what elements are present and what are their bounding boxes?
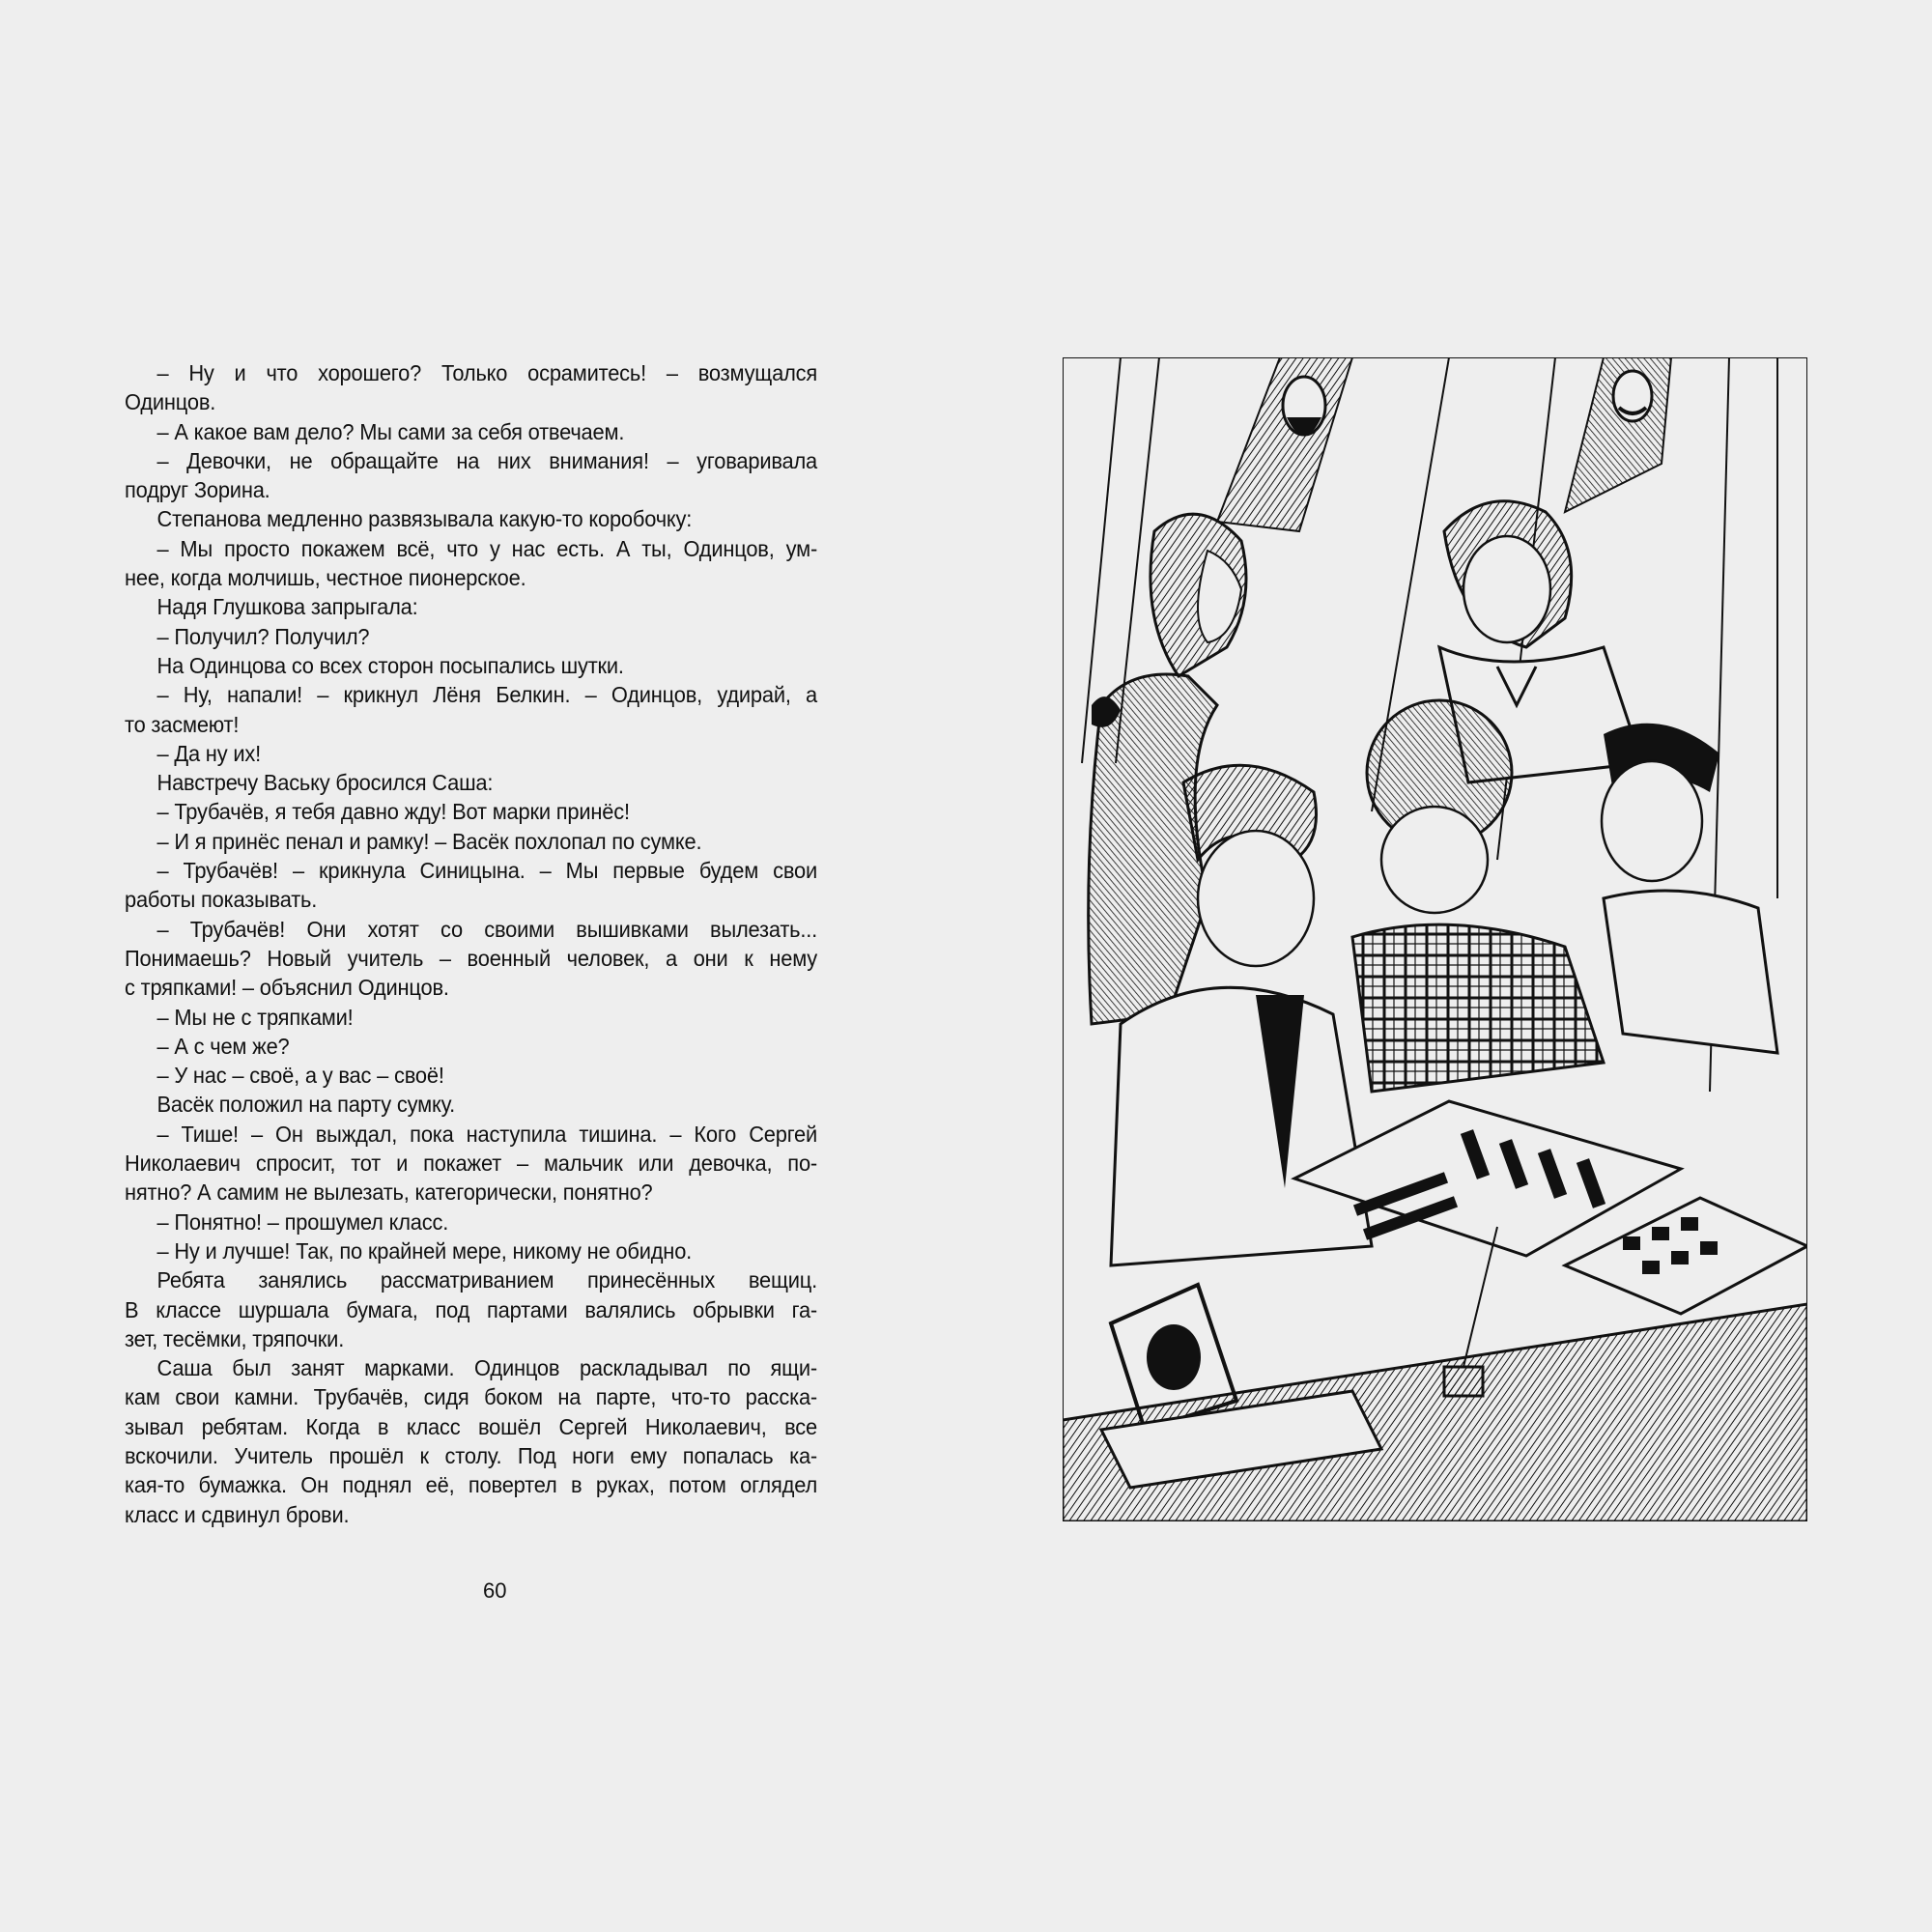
text-line: – Тише! – Он выждал, пока наступила тишина. – Кого Сергей <box>156 1121 818 1147</box>
text-line: – Получил? Получил? <box>156 623 370 649</box>
text-line: зет, тесёмки, тряпочки. <box>125 1325 345 1351</box>
text-line: Ребята занялись рассматриванием принесённых вещиц. <box>156 1267 818 1293</box>
text-line: – Понятно! – прошумел класс. <box>156 1208 449 1235</box>
text-line: Николаевич спросит, тот и покажет – мальчик или девочка, по- <box>125 1151 818 1177</box>
text-line: с тряпками! – объяснил Одинцов. <box>125 975 449 1001</box>
text-line: нее, когда молчишь, честное пионерское. <box>125 565 526 591</box>
book-page-text <box>125 358 817 1529</box>
text-line: Васёк положил на парту сумку. <box>156 1092 456 1118</box>
page-number: 60 <box>483 1578 507 1603</box>
text-line: – Девочки, не обращайте на них внимания! – уговаривала <box>156 447 818 473</box>
text-line: работы показывать. <box>125 887 318 913</box>
wall-portrait-left <box>1217 357 1352 531</box>
text-line: – А с чем же? <box>156 1033 290 1059</box>
text-line: Степанова медленно развязывала какую-то коробочку: <box>156 506 693 532</box>
text-line: кам свои камни. Трубачёв, сидя боком на парте, что-то расска- <box>125 1384 818 1410</box>
text-line: Навстречу Ваську бросился Саша: <box>156 770 494 796</box>
text-line: – Ну и лучше! Так, по крайней мере, никому не обидно. <box>156 1237 693 1264</box>
boy-right <box>1602 724 1777 1053</box>
text-line: то засмеют! <box>125 711 240 737</box>
text-line: кая-то бумажка. Он поднял её, повертел в руках, потом оглядел <box>125 1472 818 1498</box>
text-line: – Трубачёв! Они хотят со своими вышивками вылезать... <box>156 916 818 942</box>
text-line: – Трубачёв, я тебя давно жду! Вот марки принёс! <box>156 799 630 825</box>
text-line: – Мы не с тряпками! <box>156 1004 354 1030</box>
text-line: – У нас – своё, а у вас – своё! <box>156 1063 444 1089</box>
text-line: Одинцов. <box>125 389 216 415</box>
text-line: – И я принёс пенал и рамку! – Васёк похлопал по сумке. <box>156 828 702 854</box>
text-line: Саша был занят марками. Одинцов раскладывал по ящи- <box>156 1355 818 1381</box>
text-line: вскочили. Учитель прошёл к столу. Под ноги ему попалась ка- <box>125 1442 818 1468</box>
text-line: Понимаешь? Новый учитель – военный человек, а они к нему <box>125 945 818 971</box>
ink-drawing <box>1063 357 1807 1521</box>
text-line: В классе шуршала бумага, под партами валялись обрывки га- <box>125 1296 818 1322</box>
text-line: – Трубачёв! – крикнула Синицына. – Мы первые будем свои <box>156 858 818 884</box>
text-line: Надя Глушкова запрыгала: <box>156 594 418 620</box>
text-line: класс и сдвинул брови. <box>125 1501 350 1527</box>
text-line: нятно? А самим не вылезать, категорически, понятно? <box>125 1179 653 1206</box>
text-line: – Ну и что хорошего? Только осрамитесь! – возмущался <box>156 360 818 385</box>
text-line: – Мы просто покажем всё, что у нас есть. А ты, Одинцов, ум- <box>156 535 818 561</box>
text-line: – Да ну их! <box>156 740 261 766</box>
text-line: зывал ребятам. Когда в класс вошёл Сергей Николаевич, все <box>125 1413 818 1439</box>
classroom-illustration <box>1063 357 1807 1521</box>
wall-portrait-right <box>1565 357 1671 512</box>
text-line: подруг Зорина. <box>125 477 270 503</box>
text-line: На Одинцова со всех сторон посыпались шутки. <box>156 652 624 678</box>
text-line: – Ну, напали! – крикнул Лёня Белкин. – Одинцов, удирай, а <box>156 682 818 708</box>
text-line: – А какое вам дело? Мы сами за себя отвечаем. <box>156 418 625 444</box>
